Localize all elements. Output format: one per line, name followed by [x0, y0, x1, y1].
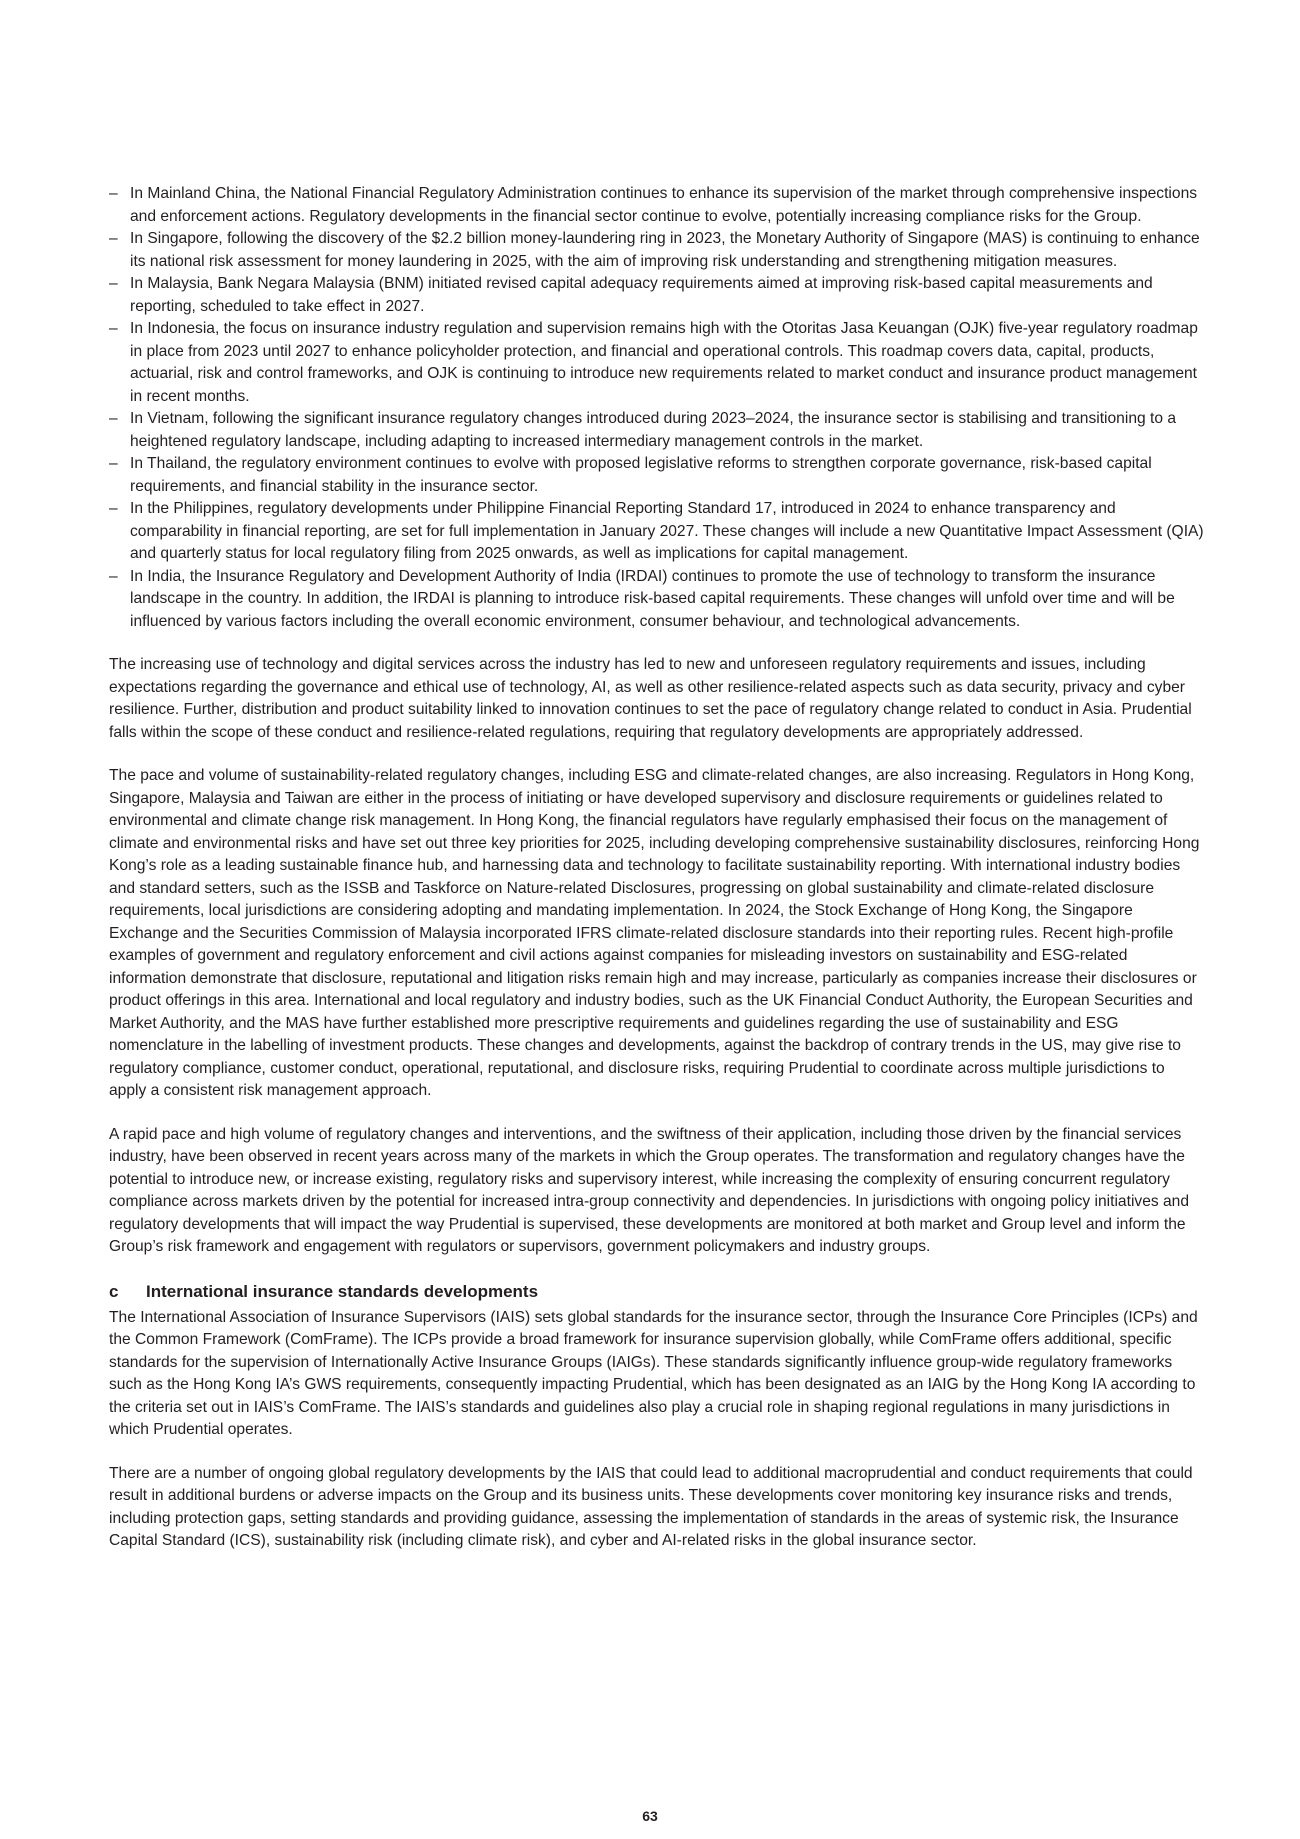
list-item [109, 498, 1204, 566]
list-item [109, 273, 1204, 318]
list-item [109, 228, 1204, 273]
dash-marker: – [109, 500, 118, 517]
list-item-text: In India, the Insurance Regulatory and Development Authority of India (IRDAI) continues to promote the use of technology to transform the insurance landscape in the country. In addition, the IRDAI is planning to introduce risk-based capital requirements. These changes will unfold over time and will be influenced by various factors including the overall economic environment, consumer behaviour, and technological advancements. [130, 567, 1175, 630]
regional-developments-list [109, 183, 1204, 633]
list-item [109, 566, 1204, 634]
dash-marker: – [109, 320, 118, 337]
list-item-text: In Thailand, the regulatory environment continues to evolve with proposed legislative reforms to strengthen corporate governance, risk-based capital requirements, and financial stability in the insurance sector. [130, 455, 1152, 495]
list-item-text: In Vietnam, following the significant insurance regulatory changes introduced during 2023–2024, the insurance sector is stabilising and transitioning to a heightened regulatory landscape, including adapting to increased intermediary management controls in the market. [130, 410, 1177, 450]
paragraph-iais-standards: The International Association of Insurance Supervisors (IAIS) sets global standards for the insurance sector, through the Insurance Core Principles (ICPs) and the Common Framework (ComFrame). The ICPs provide a broad framework for insurance supervision globally, while ComFrame offers additional, specific standards for the supervision of Internationally Active Insurance Groups (IAIGs). These standards significantly influence group-wide regulatory frameworks such as the Hong Kong IA’s GWS requirements, consequently impacting Prudential, which has been designated as an IAIG by the Hong Kong IA according to the criteria set out in IAIS’s ComFrame. The IAIS’s standards and guidelines also play a crucial role in shaping regional regulations in many jurisdictions in which Prudential operates. [109, 1308, 1198, 1438]
paragraph-technology: The increasing use of technology and digital services across the industry has led to new and unforeseen regulatory requirements and issues, including expectations regarding the governance and ethical use of technology, AI, as well as other resilience-related aspects such as data security, privacy and cyber resilience. Further, distribution and product suitability linked to innovation continues to set the pace of regulatory change related to conduct in Asia. Prudential falls within the scope of these conduct and resilience-related regulations, requiring that regulatory developments are appropriately addressed. [109, 656, 1192, 741]
list-item-text: In Malaysia, Bank Negara Malaysia (BNM) initiated revised capital adequacy requirements aimed at improving risk-based capital measurements and reporting, scheduled to take effect in 2027. [130, 275, 1153, 315]
list-item [109, 318, 1204, 408]
list-item [109, 183, 1204, 228]
paragraph-iais-developments: There are a number of ongoing global regulatory developments by the IAIS that could lead to additional macroprudential and conduct requirements that could result in additional burdens or adverse impacts on the Group and its business units. These developments cover monitoring key insurance risks and trends, including protection gaps, setting standards and providing guidance, assessing the implementation of standards in the areas of systemic risk, the Insurance Capital Standard (ICS), sustainability risk (including climate risk), and cyber and AI-related risks in the global insurance sector. [109, 1464, 1193, 1549]
list-item [109, 453, 1204, 498]
section-title: International insurance standards developments [146, 1281, 539, 1301]
page-content [109, 183, 1204, 1574]
dash-marker: – [109, 185, 118, 202]
dash-marker: – [109, 410, 118, 427]
dash-marker: – [109, 275, 118, 292]
list-item-text: In the Philippines, regulatory developments under Philippine Financial Reporting Standard 17, introduced in 2024 to enhance transparency and comparability in financial reporting, are set for full implementation in January 2027. These changes will include a new Quantitative Impact Assessment (QIA) and quarterly status for local regulatory filing from 2025 onwards, as well as implications for capital management. [130, 500, 1204, 562]
list-item-text: In Singapore, following the discovery of the $2.2 billion money-laundering ring in 2023, the Monetary Authority of Singapore (MAS) is continuing to enhance its national risk assessment for money laundering in 2025, with the aim of improving risk understanding and strengthening mitigation measures. [130, 230, 1200, 270]
section-letter: c [109, 1281, 119, 1301]
list-item [109, 408, 1204, 453]
dash-marker: – [109, 455, 118, 472]
page-number: 63 [642, 1808, 658, 1824]
dash-marker: – [109, 567, 118, 585]
dash-marker: – [109, 230, 118, 247]
paragraph-regulatory-pace: A rapid pace and high volume of regulatory changes and interventions, and the swiftness of their application, including those driven by the financial services industry, have been observed in recent years across many of the markets in which the Group operates. The transformation and regulatory changes have the potential to introduce new, or increase existing, regulatory risks and supervisory interest, while increasing the complexity of ensuring concurrent regulatory compliance across markets driven by the potential for increased intra-group connectivity and dependencies. In jurisdictions with ongoing policy initiatives and regulatory developments that will impact the way Prudential is supervised, these developments are monitored at both market and Group level and inform the Group’s risk framework and engagement with regulators or supervisors, government policymakers and industry groups. [109, 1125, 1190, 1255]
list-item-text: In Indonesia, the focus on insurance industry regulation and supervision remains high with the Otoritas Jasa Keuangan (OJK) five-year regulatory roadmap in place from 2023 until 2027 to enhance policyholder protection, and financial and operational controls. This roadmap covers data, capital, products, actuarial, risk and control frameworks, and OJK is continuing to introduce new requirements related to market conduct and insurance product management in recent months. [130, 320, 1198, 405]
list-item-text: In Mainland China, the National Financial Regulatory Administration continues to enhance its supervision of the market through comprehensive inspections and enforcement actions. Regulatory developments in the financial sector continue to evolve, potentially increasing compliance risks for the Group. [130, 185, 1198, 225]
section-heading [109, 1280, 1204, 1304]
paragraph-sustainability: The pace and volume of sustainability-related regulatory changes, including ESG and climate-related changes, are also increasing. Regulators in Hong Kong, Singapore, Malaysia and Taiwan are either in the process of initiating or have developed supervisory and disclosure requirements or guidelines related to environmental and climate change risk management. In Hong Kong, the financial regulators have regularly emphasised their focus on the management of climate and environmental risks and have set out three key priorities for 2025, including developing comprehensive sustainability disclosures, reinforcing Hong Kong’s role as a leading sustainable finance hub, and harnessing data and technology to facilitate sustainability reporting. With international industry bodies and standard setters, such as the ISSB and Taskforce on Nature-related Disclosures, progressing on global sustainability and climate-related disclosure requirements, local jurisdictions are considering adopting and mandating implementation. In 2024, the Stock Exchange of Hong Kong, the Singapore Exchange and the Securities Commission of Malaysia incorporated IFRS climate-related disclosure standards into their reporting rules. Recent high-profile examples of government and regulatory enforcement and civil actions against companies for misleading investors on sustainability and ESG-related information demonstrate that disclosure, reputational and litigation risks remain high and may increase, particularly as companies increase their disclosures or product offerings in this area. International and local regulatory and industry bodies, such as the UK Financial Conduct Authority, the European Securities and Market Authority, and the MAS have further established more prescriptive requirements and guidelines regarding the use of sustainability and ESG nomenclature in the labelling of investment products. These changes and developments, against the backdrop of contrary trends in the US, may give rise to regulatory compliance, customer conduct, operational, reputational, and disclosure risks, requiring Prudential to coordinate across multiple jurisdictions to apply a consistent risk management approach. [109, 767, 1200, 1099]
